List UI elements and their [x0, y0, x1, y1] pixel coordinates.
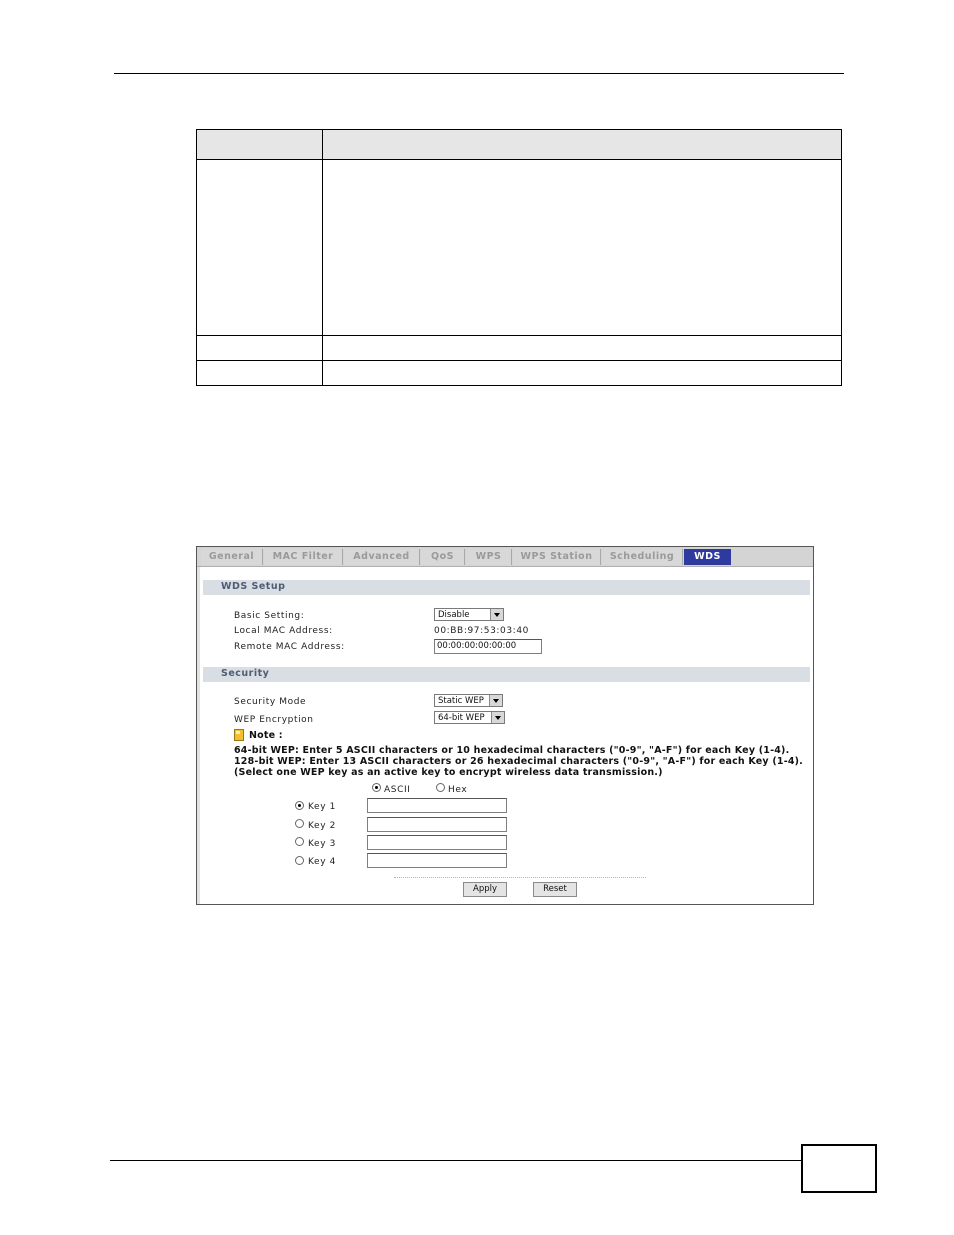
security-title: Security [221, 668, 270, 679]
key-3-label: Key 3 [308, 839, 336, 849]
basic-setting-value: Disable [438, 610, 470, 620]
left-rail [197, 567, 200, 905]
note-line-128bit: 128-bit WEP: Enter 13 ASCII characters or 26 hexadecimal characters ("0-9", "A-F") for each Key (1-4). [234, 756, 803, 767]
basic-setting-label: Basic Setting: [234, 611, 305, 621]
key-2-input[interactable] [367, 817, 507, 832]
key-4-radio[interactable] [295, 856, 304, 865]
table-header-row [197, 130, 842, 160]
tab-wps[interactable]: WPS [466, 549, 512, 565]
security-mode-select[interactable] [434, 694, 503, 707]
button-separator [394, 877, 646, 878]
key-1-radio[interactable] [295, 801, 304, 810]
table-row [197, 160, 842, 336]
remote-mac-input[interactable]: 00:00:00:00:00:00 [434, 639, 542, 654]
remote-mac-label: Remote MAC Address: [234, 642, 345, 652]
format-hex-label: Hex [448, 785, 468, 795]
security-mode-value: Static WEP [438, 696, 484, 706]
format-ascii-label: ASCII [384, 785, 411, 795]
table-row [197, 336, 842, 361]
key-3-radio[interactable] [295, 837, 304, 846]
tab-bar [197, 547, 813, 567]
key-1-label: Key 1 [308, 802, 336, 812]
note-icon [234, 729, 244, 741]
field-description-table [196, 129, 842, 386]
tab-mac-filter[interactable]: MAC Filter [264, 549, 343, 565]
format-hex-radio[interactable] [436, 783, 445, 792]
apply-button[interactable]: Apply [463, 882, 507, 897]
security-section-bar [203, 667, 810, 682]
wds-screenshot-panel [196, 546, 814, 905]
note-line-64bit: 64-bit WEP: Enter 5 ASCII characters or 10 hexadecimal characters ("0-9", "A-F") for each Key (1-4). [234, 745, 790, 756]
table-row [197, 361, 842, 386]
wep-encryption-select[interactable] [434, 711, 505, 724]
key-4-input[interactable] [367, 853, 507, 868]
chevron-down-icon [489, 695, 502, 706]
tab-scheduling[interactable]: Scheduling [602, 549, 683, 565]
security-mode-label: Security Mode [234, 697, 307, 707]
reset-button[interactable]: Reset [533, 882, 577, 897]
wep-encryption-label: WEP Encryption [234, 715, 314, 725]
key-2-radio[interactable] [295, 819, 304, 828]
tab-general[interactable]: General [201, 549, 263, 565]
page-number-box [801, 1144, 877, 1193]
wds-setup-section-bar [203, 580, 810, 595]
format-ascii-radio[interactable] [372, 783, 381, 792]
tab-advanced[interactable]: Advanced [344, 549, 420, 565]
tab-wps-station[interactable]: WPS Station [513, 549, 601, 565]
local-mac-value: 00:BB:97:53:03:40 [434, 626, 529, 636]
local-mac-label: Local MAC Address: [234, 626, 333, 636]
basic-setting-select[interactable] [434, 608, 504, 621]
tab-wds[interactable]: WDS [684, 549, 731, 565]
key-1-input[interactable] [367, 798, 507, 813]
key-4-label: Key 4 [308, 857, 336, 867]
header-rule [114, 73, 844, 74]
key-2-label: Key 2 [308, 821, 336, 831]
note-line-select: (Select one WEP key as an active key to encrypt wireless data transmission.) [234, 767, 663, 778]
note-label: Note : [249, 730, 283, 741]
footer-rule [110, 1160, 802, 1161]
chevron-down-icon [490, 609, 503, 620]
wds-setup-title: WDS Setup [221, 581, 286, 592]
chevron-down-icon [491, 712, 504, 723]
key-3-input[interactable] [367, 835, 507, 850]
wep-encryption-value: 64-bit WEP [438, 713, 485, 723]
tab-qos[interactable]: QoS [421, 549, 465, 565]
